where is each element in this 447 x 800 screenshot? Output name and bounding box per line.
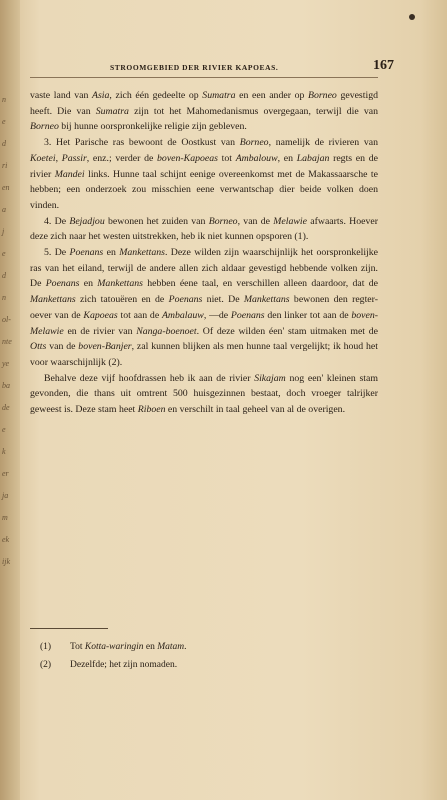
italic-term: boven-Banjer <box>78 341 132 353</box>
italic-term: Nanga-boenoet <box>136 325 197 337</box>
gutter-fragment: e <box>2 117 6 126</box>
footnote: (1) Tot Kotta-waringin en Matam. <box>40 638 370 656</box>
ink-spot <box>409 14 415 20</box>
gutter-fragment: ye <box>2 359 10 368</box>
italic-term: Mankettans <box>30 294 76 306</box>
italic-term: Sumatra <box>95 105 129 117</box>
italic-term: Mankettans <box>243 294 290 306</box>
paragraph-p4: 5. De Poenans en Mankettans. Deze wilden zijn waarschijnlijk het oorspronkelijke ras van het eiland, terwijl de andere allen zich aldaar gevestigd hebbende volken zijn. De Poenans en Mankettans hebben éene taal, en verschillen alleen daardoor, dat de Mankettans zich tatouëren en de Poenans niet. De Mankettans bewonen den regter-oever van de Kapoeas tot aan de Ambalauw, —de Poenans den linker tot aan de boven-Melawie en de rivier van Nanga-boenoet. Of deze wilden éen' stam uitmaken met de Otts van de boven-Banjer, zal kunnen blijken als men hunne taal vergelijkt; ik houd het voor waarschijnlijk (2). <box>30 247 379 368</box>
italic-term: Matam <box>157 642 185 652</box>
italic-term: Borneo <box>208 215 238 227</box>
page-number: 167 <box>373 58 394 73</box>
gutter-fragment: de <box>2 403 10 412</box>
italic-term: Borneo <box>30 121 59 133</box>
italic-term: Mankettans <box>97 278 143 290</box>
italic-term: Poenans <box>168 294 203 306</box>
gutter-fragment: d <box>2 139 6 148</box>
gutter-fragment: a <box>2 205 6 214</box>
paragraph-p1: vaste land van Asia, zich één gedeelte op Sumatra en een ander op Borneo gevestigd heeft. Die van Sumatra zijn tot het Mahomedanismus overgegaan, terwijl die van Borneo bij hunne oorspronkelijke religie zijn gebleven. <box>30 90 378 133</box>
italic-term: boven-Kapoeas <box>157 152 218 164</box>
gutter-fragment: ba <box>2 381 10 390</box>
gutter-fragment: ek <box>2 535 10 544</box>
gutter-fragment: nte <box>2 337 12 346</box>
gutter-fragment: n <box>2 293 6 302</box>
gutter-fragment: er <box>2 469 9 478</box>
gutter-fragment: ol- <box>2 315 11 324</box>
italic-term: Kotta-waringin <box>84 642 144 652</box>
gutter-fragment: m <box>2 513 8 522</box>
gutter-margin <box>0 0 20 800</box>
gutter-fragment: en <box>2 183 10 192</box>
footnotes <box>40 638 370 674</box>
italic-term: Labajan <box>296 152 330 164</box>
italic-term: Sikajam <box>254 372 286 384</box>
gutter-fragment: e <box>2 425 6 434</box>
footnote: (2) Dezelfde; het zijn nomaden. <box>40 656 370 674</box>
italic-term: Asia <box>92 90 110 101</box>
gutter-fragment: j <box>2 227 5 236</box>
header-rule <box>30 77 378 78</box>
italic-term: Bejadjou <box>69 215 105 227</box>
italic-term: Mandei <box>54 168 85 180</box>
italic-term: Otts <box>30 341 47 353</box>
paragraph-p3: 4. De Bejadjou bewonen het zuiden van Borneo, van de Melawie afwaarts. Hoever deze zich naar het westen uitstrekken, heb ik niet kunnen opsporen (1). <box>30 215 379 243</box>
italic-term: boven-Melawie <box>30 309 378 337</box>
gutter-fragment: e <box>2 249 6 258</box>
italic-term: Passir <box>61 152 87 164</box>
italic-term: Poenans <box>69 247 104 259</box>
italic-term: Ambalauw <box>161 309 204 321</box>
italic-term: Ambalouw <box>235 152 278 164</box>
italic-term: Poenans <box>230 309 265 321</box>
italic-term: Koetei <box>30 152 56 164</box>
running-head: STROOMGEBIED DER RIVIER KAPOEAS. <box>110 63 279 72</box>
gutter-fragment: ja <box>2 491 9 500</box>
page-header <box>104 58 394 78</box>
gutter-fragment: k <box>2 447 6 456</box>
footnote-rule <box>30 628 108 629</box>
footnote-number: (2) <box>40 660 52 670</box>
italic-term: Mankettans <box>119 247 165 259</box>
paragraph-p2: 3. Het Parische ras bewoont de Oostkust van Borneo, namelijk de rivieren van Koetei, Passir, enz.; verder de boven-Kapoeas tot Ambalouw, en Labajan regts en de rivier Mandei links. Hunne taal schijnt eenige overeenkomst met de Makassaarsche te hebben; een onderzoek zou misschien eene verwantschap dier beide volken doen vinden. <box>30 137 378 211</box>
italic-term: Sumatra <box>202 90 236 101</box>
gutter-fragment: n <box>2 95 6 104</box>
italic-term: Borneo <box>307 90 337 101</box>
footnote-number: (1) <box>40 642 52 652</box>
gutter-fragment: ijk <box>2 557 10 566</box>
gutter-fragment: d <box>2 271 6 280</box>
italic-term: Melawie <box>273 215 307 227</box>
body-text <box>30 88 378 418</box>
italic-term: Kapoeas <box>83 309 118 321</box>
paragraph-p5: Behalve deze vijf hoofdrassen heb ik aan de rivier Sikajam nog een' kleinen stam gevonden, die thans uit omtrent 500 huisgezinnen bestaat, doch vroeger talrijker geweest is. Deze stam heet Riboen en verschilt in taal geheel van al de overigen. <box>30 372 378 416</box>
italic-term: Borneo <box>239 137 269 149</box>
italic-term: Riboen <box>137 404 166 416</box>
italic-term: Poenans <box>45 278 80 290</box>
gutter-fragment: ri <box>2 161 8 170</box>
